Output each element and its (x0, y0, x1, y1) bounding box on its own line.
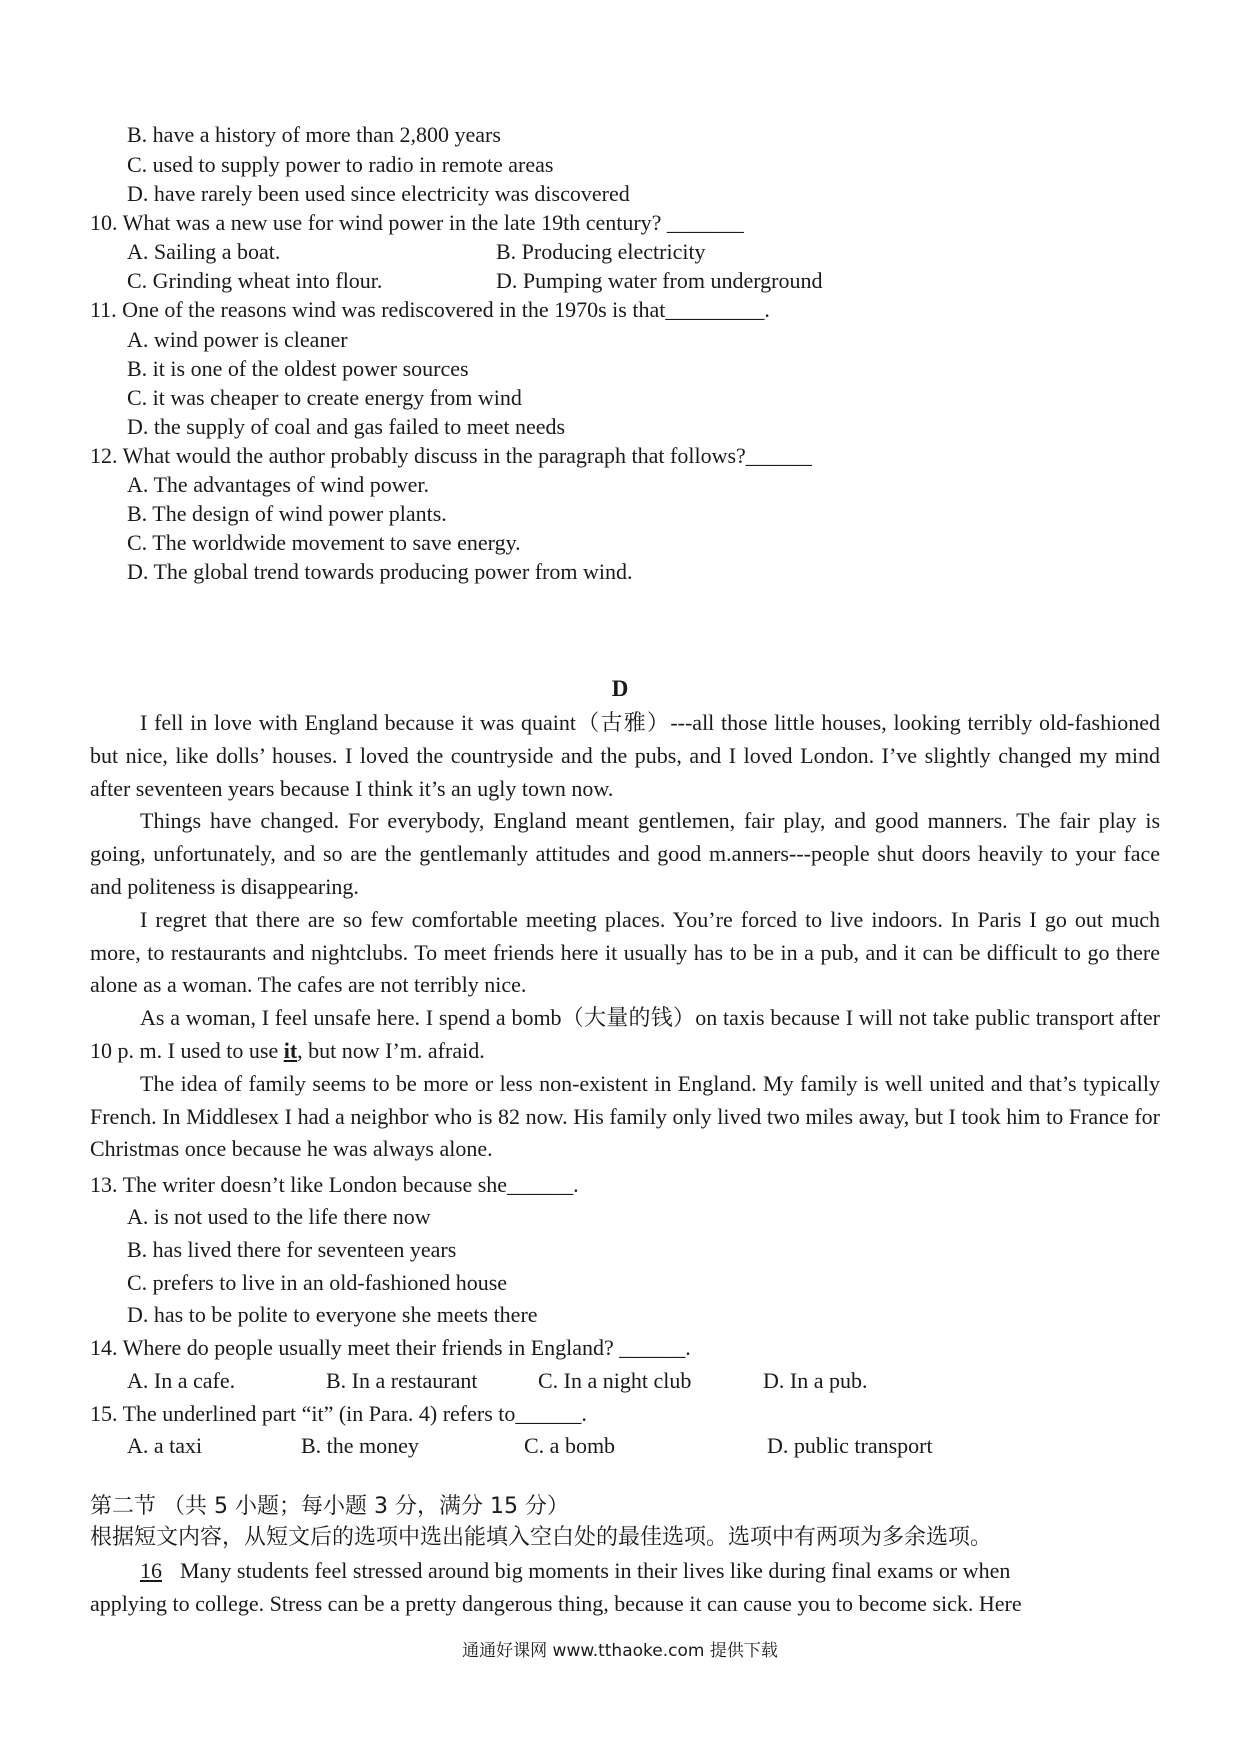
passage-heading: D (611, 676, 629, 701)
section-2-instruction: 根据短文内容，从短文后的选项中选出能填入空白处的最佳选项。选项中有两项为多余选项。 (90, 1525, 993, 1550)
q12-option-d: D. The global trend towards producing power from wind. (127, 559, 633, 584)
q13-stem: 13. The writer doesn’t like London because she______. (90, 1172, 579, 1197)
q12-option-a: A. The advantages of wind power. (127, 472, 430, 497)
passage-paragraph-2: Things have changed. For everybody, England meant gentlemen, fair play, and good manners. The fair play is going, unfortunately, and so are the gentlemanly attitudes and good m.anners---people shut doors heavily to your face and politeness is disappearing. (90, 808, 1160, 899)
page-footer: 通通好课网 www.tthaoke.com 提供下载 (462, 1641, 778, 1661)
passage-paragraph-3: I regret that there are so few comfortable meeting places. You’re forced to live indoors. In Paris I go out much more, to restaurants and nightclubs. To meet friends here it usually has to be in a pub, and it can be difficult to go there alone as a woman. The cafes are not terribly nice. (90, 906, 1160, 998)
q13-option-b: B. has lived there for seventeen years (127, 1237, 457, 1262)
q14-option-b: B. In a restaurant (326, 1368, 478, 1393)
q10-stem: 10. What was a new use for wind power in the late 19th century? _______ (90, 210, 744, 235)
q9-option-c: C. used to supply power to radio in remote areas (127, 152, 554, 177)
section-2-text-first: Many students feel stressed around big moments in their lives like during final exams or when (180, 1558, 1011, 1583)
q11-option-a: A. wind power is cleaner (127, 327, 348, 352)
paragraph-4-text-after: , but now I’m. afraid. (297, 1037, 485, 1063)
paragraph-4-text-before: As a woman, I feel unsafe here. I spend a bomb（大量的钱）on taxis because I will not take public transport after 10 p. m. I used to use (90, 1005, 1160, 1063)
q9-option-b: B. have a history of more than 2,800 years (127, 122, 501, 147)
q13-option-c: C. prefers to live in an old-fashioned house (127, 1270, 508, 1295)
q11-option-d: D. the supply of coal and gas failed to meet needs (127, 414, 566, 439)
q9-option-d: D. have rarely been used since electricity was discovered (127, 181, 630, 206)
q15-stem: 15. The underlined part “it” (in Para. 4) refers to______. (90, 1401, 587, 1426)
q13-option-d: D. has to be polite to everyone she meets there (127, 1302, 538, 1327)
q10-option-d: D. Pumping water from underground (496, 268, 823, 293)
q12-stem: 12. What would the author probably discuss in the paragraph that follows?______ (90, 443, 812, 468)
q14-option-d: D. In a pub. (763, 1368, 868, 1393)
q14-stem: 14. Where do people usually meet their friends in England? ______. (90, 1335, 691, 1360)
q11-option-b: B. it is one of the oldest power sources (127, 356, 469, 381)
passage-paragraph-4 (90, 1002, 1160, 1068)
passage-paragraph-1: I fell in love with England because it was quaint（古雅）---all those little houses, looking terribly old-fashioned but nice, like dolls’ houses. I loved the countryside and the pubs, and I loved London. I’ve slightly changed my mind after seventeen years because I think it’s an ugly town now. (90, 710, 1160, 801)
section-2-text-line-1 (140, 1557, 1010, 1585)
q14-option-c: C. In a night club (538, 1368, 692, 1393)
underlined-it: it (283, 1037, 298, 1063)
q15-option-c: C. a bomb (524, 1433, 616, 1458)
q15-option-a: A. a taxi (127, 1433, 203, 1458)
q14-option-a: A. In a cafe. (127, 1368, 236, 1393)
q11-option-c: C. it was cheaper to create energy from wind (127, 385, 522, 410)
section-2-text-line-2: applying to college. Stress can be a pretty dangerous thing, because it can cause you to become sick. Here (90, 1591, 1022, 1616)
q13-option-a: A. is not used to the life there now (127, 1204, 431, 1229)
q10-option-a: A. Sailing a boat. (127, 239, 281, 264)
q11-stem: 11. One of the reasons wind was rediscovered in the 1970s is that_________. (90, 297, 770, 322)
q10-option-b: B. Producing electricity (496, 239, 706, 264)
q10-option-c: C. Grinding wheat into flour. (127, 268, 383, 293)
passage-paragraph-5: The idea of family seems to be more or less non-existent in England. My family is well united and that’s typically French. In Middlesex I had a neighbor who is 82 now. His family only lived two miles away, but I took him to France for Christmas once because he was always alone. (90, 1070, 1160, 1162)
section-2-title: 第二节 （共 5 小题；每小题 3 分，满分 15 分） (90, 1494, 569, 1519)
q15-option-b: B. the money (301, 1433, 419, 1458)
blank-16: 16 (140, 1558, 162, 1583)
q12-option-b: B. The design of wind power plants. (127, 501, 447, 526)
q15-option-d: D. public transport (767, 1433, 933, 1458)
passage-d-body (90, 707, 1160, 1166)
q12-option-c: C. The worldwide movement to save energy. (127, 530, 521, 555)
